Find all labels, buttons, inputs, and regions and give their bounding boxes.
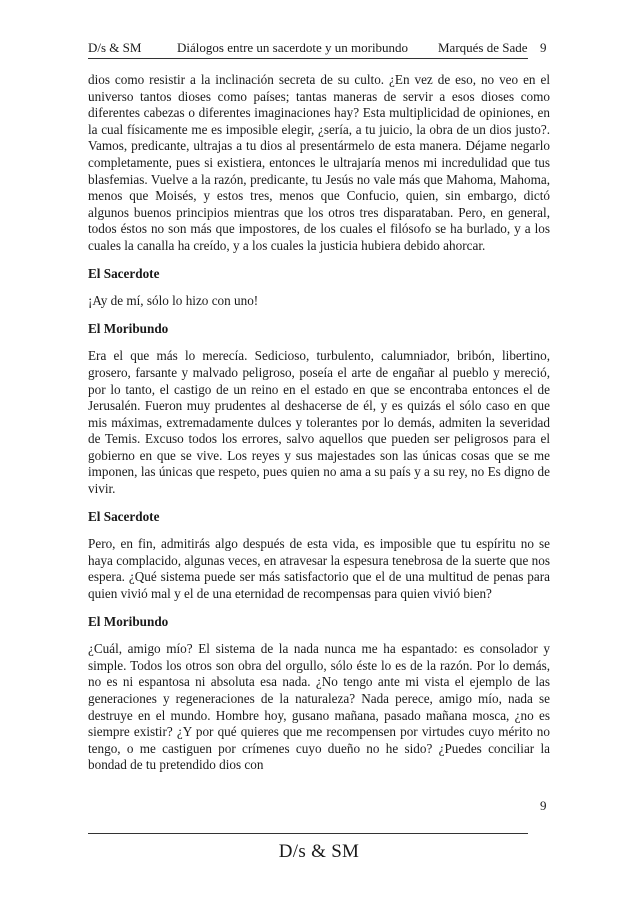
speaker-label: El Moribundo bbox=[88, 320, 169, 336]
speaker-label: El Sacerdote bbox=[88, 508, 160, 524]
speaker-label: El Moribundo bbox=[88, 613, 169, 629]
paragraph: dios como resistir a la inclinación secreta de su culto. ¿En vez de eso, no veo en el universo tantos dioses como países; tantas maneras de servir a esos dioses como diferentes cabezas o diferentes imaginaciones hay? Esta multiplicidad de opiniones, en la cual físicamente me es imposible elegir, ¿sería, a tu juicio, la obra de un dios justo?. Vamos, predicante, ultrajas a tu dios al presentármelo de esta manera. Déjame negarlo completamente, pues si existiera, entonces le ultrajaría menos mi incredulidad que tus blasfemias. Vuelve a la razón, predicante, tu Jesús no vale más que Mahoma, Mahoma, menos que Moisés, y estos tres, menos que Confucio, quien, sin embargo, dictó algunos buenos principios mientras que los otros tres disparataban. Pero, en general, todos éstos no son más que impostores, de los cuales el filósofo se ha burlado, y a los cuales la canalla ha creído, y a los cuales la justicia hubiera debido ahorcar. bbox=[88, 72, 550, 253]
footer-page-number: 9 bbox=[540, 798, 547, 813]
speaker-label: El Sacerdote bbox=[88, 265, 160, 281]
header-page-number: 9 bbox=[540, 40, 547, 55]
paragraph: ¿Cuál, amigo mío? El sistema de la nada nunca me ha espantado: es consolador y simple. Todos los otros son obra del orgullo, sólo éste lo es de la razón. Por lo demás, no es ni espantosa ni absoluta esa nada. ¿No tengo ante mi vista el ejemplo de las generaciones y regeneraciones de la naturaleza? Nada perece, amigo mío, nada se destruye en el mundo. Hombre hoy, gusano mañana, pasado mañana mosca, ¿no es siempre existir? ¿Y por qué quieres que me recompensen por virtudes cuyo mérito no tengo, o me castiguen por crímenes cuyo dueño no he sido? ¿Puedes conciliar la bondad de tu pretendido dios con bbox=[88, 641, 550, 773]
paragraph: Era el que más lo merecía. Sedicioso, turbulento, calumniador, bribón, libertino, grosero, farsante y malvado peligroso, poseía el arte de engañar al pueblo y mereció, por lo tanto, el castigo de un reino en el estado en que se encontraba entonces el de Jerusalén. Fueron muy prudentes al deshacerse de él, y es quizás el sólo caso en que mis máximas, extremadamente dulces y tolerantes por lo demás, admiten la severidad de Temis. Excuso todos los errores, salvo aquellos que pueden ser peligrosos para el gobierno en que se vive. Los reyes y sus majestades son las únicas cosas que se me imponen, las únicas que respeto, pues quien no ama a su país y a su rey, no Es digno de vivir. bbox=[88, 348, 550, 497]
header-title: Diálogos entre un sacerdote y un moribundo bbox=[177, 40, 409, 55]
footer-title: D/s & SM bbox=[278, 841, 360, 862]
paragraph: ¡Ay de mí, sólo lo hizo con uno! bbox=[88, 293, 259, 309]
header-rule bbox=[88, 58, 528, 59]
paragraph: Pero, en fin, admitirás algo después de esta vida, es imposible que tu espíritu no se haya complacido, algunas veces, en atravesar la espesura tenebrosa de la suerte que nos espera. ¿Qué sistema puede ser más satisfactorio que el de una multitud de penas para quien vivió mal y el de una eternidad de recompensas para quien vivió bien? bbox=[88, 536, 550, 602]
header-left: D/s & SM bbox=[88, 40, 142, 55]
footer-rule bbox=[88, 833, 528, 834]
header-author: Marqués de Sade bbox=[438, 40, 528, 55]
running-header bbox=[88, 38, 548, 58]
document-body bbox=[88, 72, 550, 785]
